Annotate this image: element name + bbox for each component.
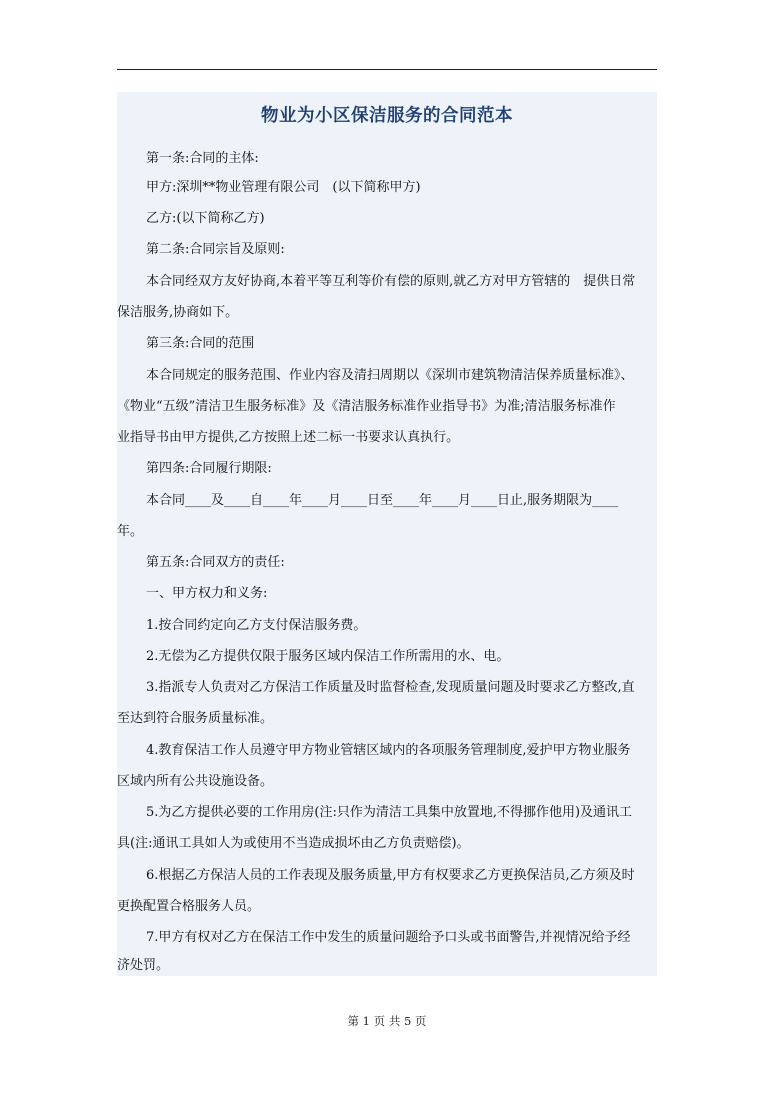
document-title: 物业为小区保洁服务的合同范本 <box>261 106 513 126</box>
paragraph-line: 1.按合同约定向乙方支付保洁服务费。 <box>146 618 367 633</box>
paragraph-line: 5.为乙方提供必要的工作用房(注:只作为清洁工具集中放置地,不得挪作他用)及通讯工 <box>146 805 633 820</box>
paragraph-line: 本合同____及____自____年____月____日至____年____月____日止,服务期限为____ <box>146 493 619 508</box>
paragraph-line: 第二条:合同宗旨及原则: <box>146 242 285 257</box>
paragraph-line: 《物业“五级”清洁卫生服务标准》及《清洁服务标准作业指导书》为准;清洁服务标准作 <box>117 399 616 414</box>
paragraph-line: 第一条:合同的主体: <box>146 151 259 166</box>
paragraph-line: 至达到符合服务质量标准。 <box>117 711 274 726</box>
paragraph-line: 4.教育保洁工作人员遵守甲方物业管辖区域内的各项服务管理制度,爱护甲方物业服务 <box>146 743 631 758</box>
paragraph-line: 业指导书由甲方提供,乙方按照上述二标一书要求认真执行。 <box>117 430 460 445</box>
paragraph-line: 第三条:合同的范围 <box>146 336 255 351</box>
document-body <box>117 92 657 976</box>
paragraph-line: 7.甲方有权对乙方在保洁工作中发生的质量问题给予口头或书面警告,并视情况给予经 <box>146 930 631 945</box>
paragraph-line: 更换配置合格服务人员。 <box>117 899 261 914</box>
paragraph-line: 3.指派专人负责对乙方保洁工作质量及时监督检查,发现质量问题及时要求乙方整改,直 <box>146 680 635 695</box>
paragraph-line: 本合同规定的服务范围、作业内容及清扫周期以《深圳市建筑物清洁保养质量标准》、 <box>146 368 634 383</box>
paragraph-line: 济处罚。 <box>117 958 170 973</box>
paragraph-line: 保洁服务,协商如下。 <box>117 305 239 320</box>
paragraph-line: 6.根据乙方保洁人员的工作表现及服务质量,甲方有权要求乙方更换保洁员,乙方须及时 <box>146 868 635 883</box>
paragraph-line: 2.无偿为乙方提供仅限于服务区域内保洁工作所需用的水、电。 <box>146 649 510 664</box>
paragraph-line: 具(注:通讯工具如人为或使用不当造成损坏由乙方负责赔偿)。 <box>117 836 470 851</box>
paragraph-line: 区域内所有公共设施设备。 <box>117 774 274 789</box>
paragraph-line: 年。 <box>117 524 144 539</box>
paragraph-line: 第五条:合同双方的责任: <box>146 555 285 570</box>
paragraph-line: 本合同经双方友好协商,本着平等互利等价有偿的原则,就乙方对甲方管辖的 提供日常 <box>146 274 636 289</box>
paragraph-line: 第四条:合同履行期限: <box>146 461 272 476</box>
paragraph-line: 乙方:(以下简称乙方) <box>146 211 265 226</box>
page-number-footer: 第 1 页 共 5 页 <box>347 1014 427 1028</box>
paragraph-line: 甲方:深圳**物业管理有限公司 (以下简称甲方) <box>146 180 421 195</box>
paragraph-line: 一、甲方权力和义务: <box>146 586 268 601</box>
header-rule <box>117 69 657 70</box>
